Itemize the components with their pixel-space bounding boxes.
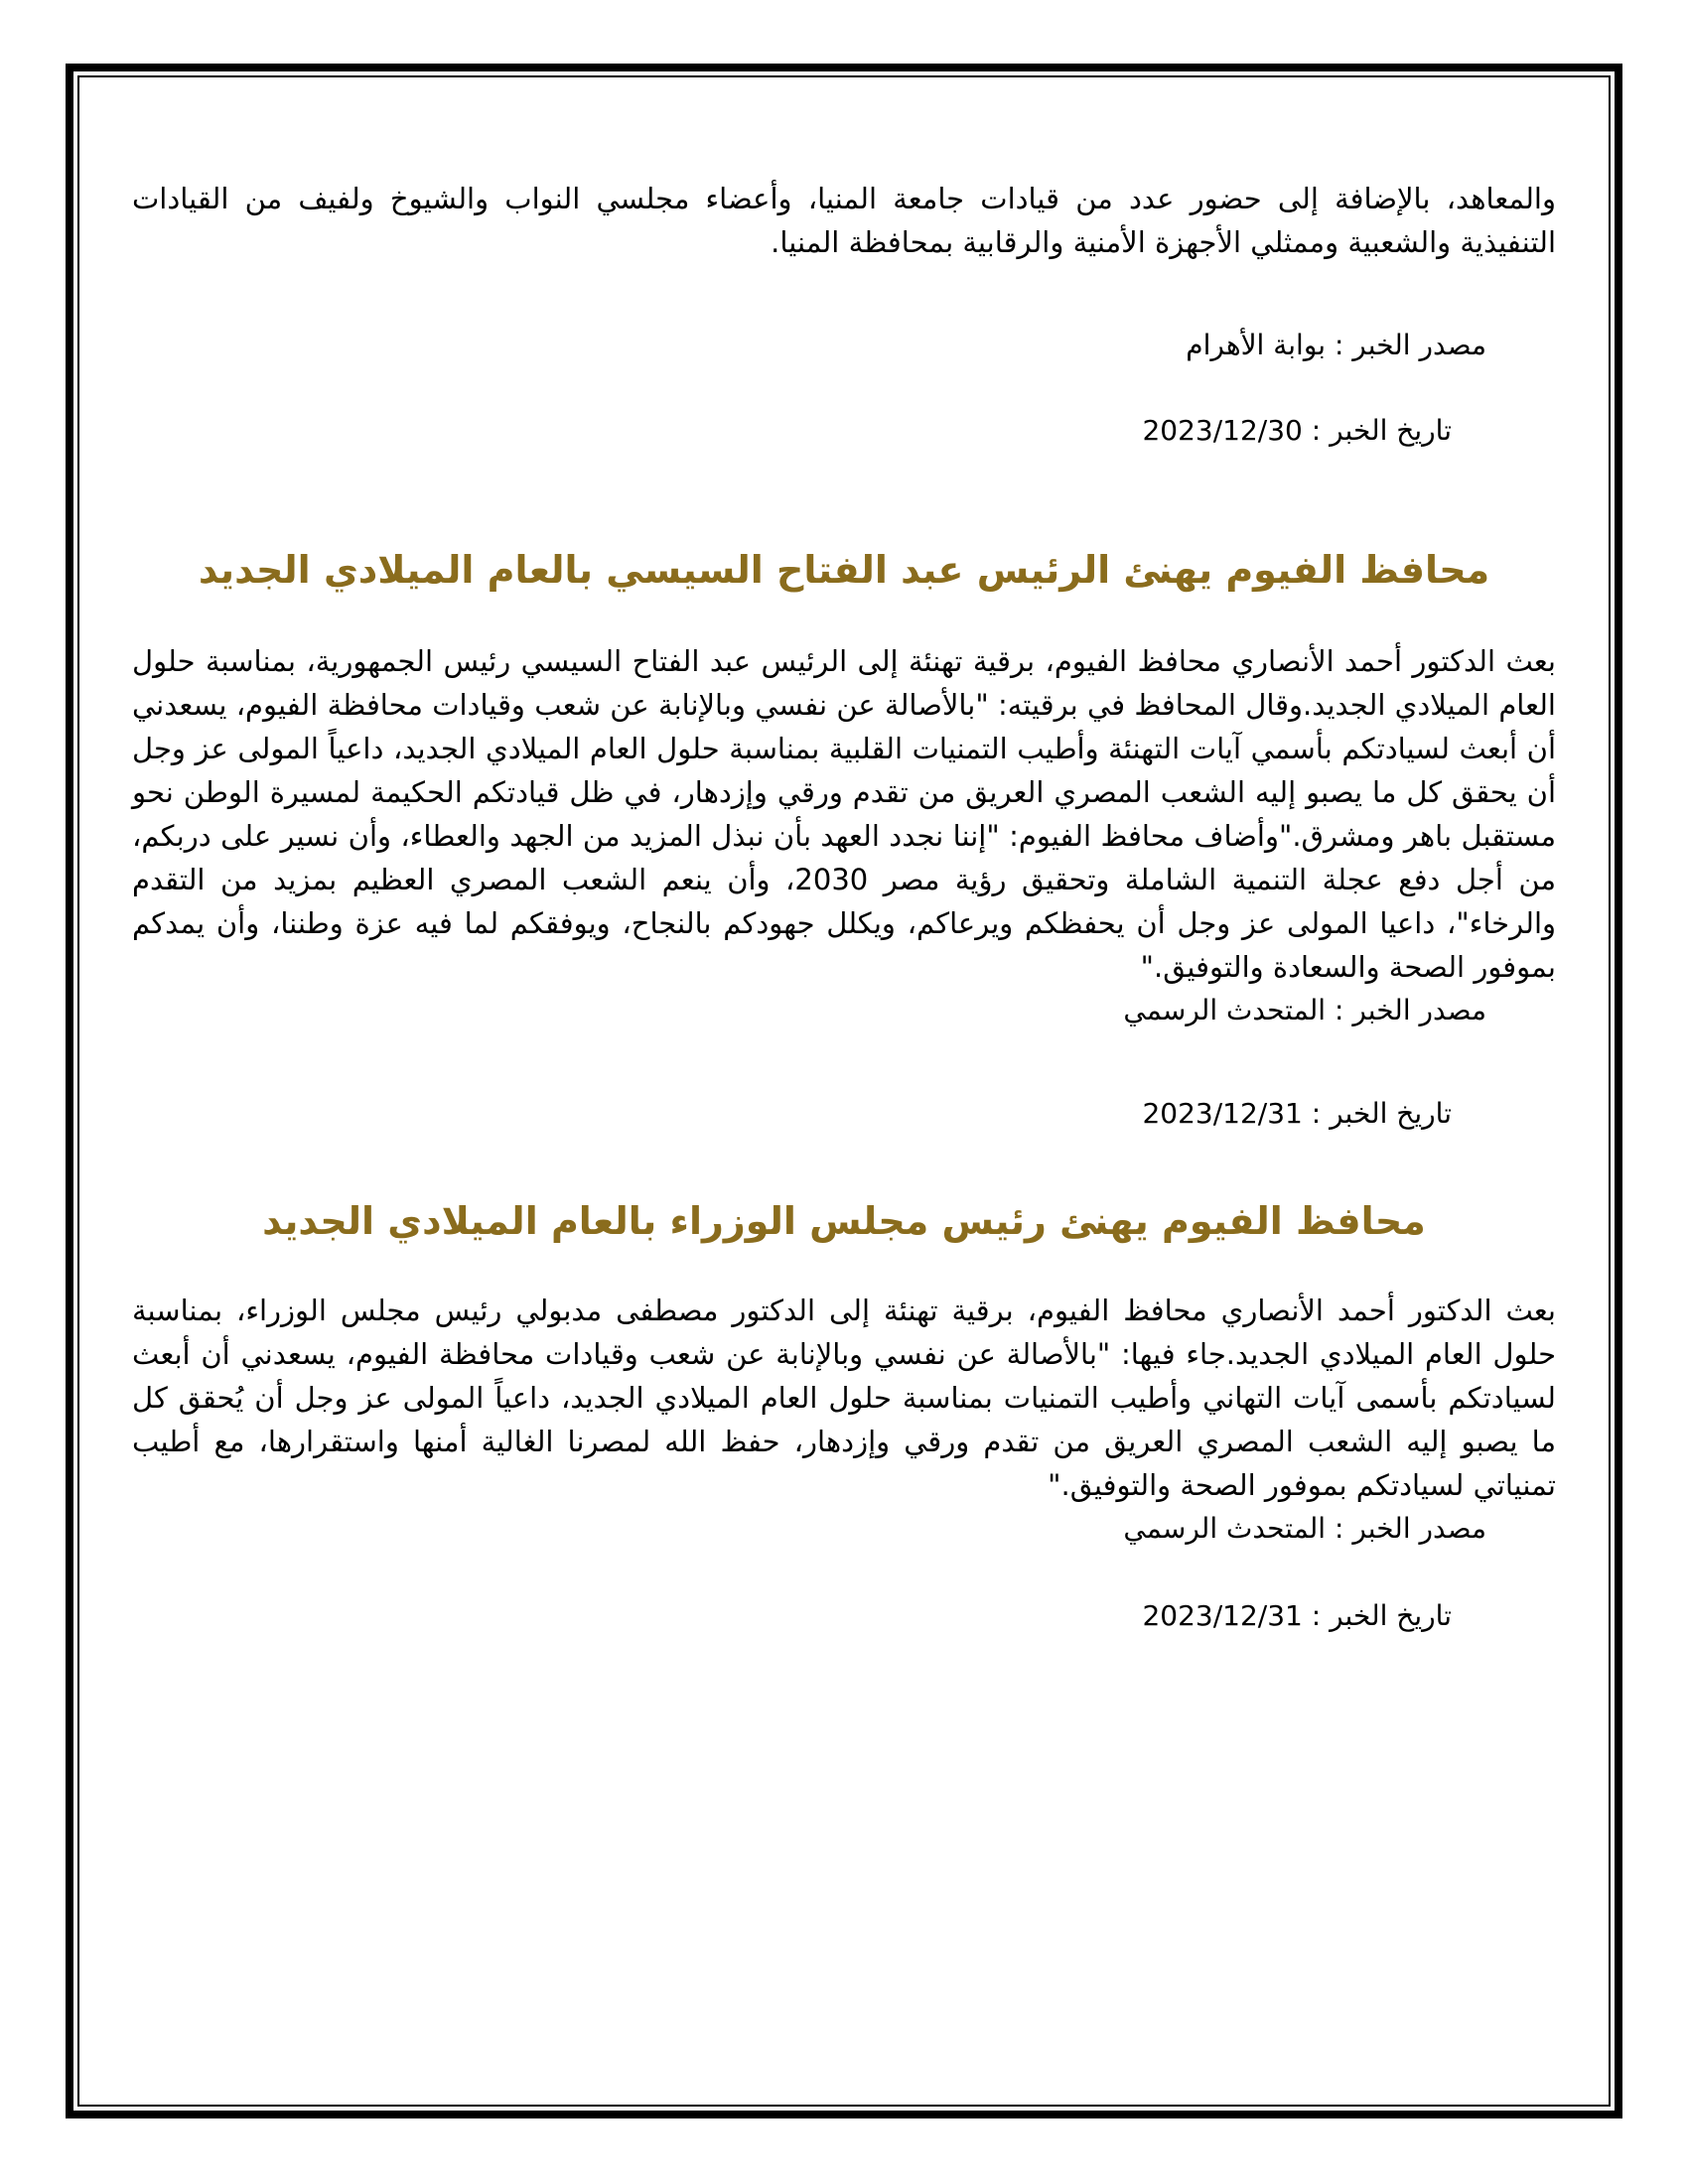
article-source-line-2: مصدر الخبر : المتحدث الرسمي xyxy=(1123,1512,1486,1545)
intro-paragraph: والمعاهد، بالإضافة إلى حضور عدد من قيادات جامعة المنيا، وأعضاء مجلسي النواب والشيوخ ولفيف من القيادات التنفيذية والشعبية وممثلي الأجهزة الأمنية والرقابية بمحافظة المنيا. xyxy=(132,182,1556,259)
article-date-line-2: تاريخ الخبر : 2023/12/31 xyxy=(1142,1599,1452,1632)
article-body-2: بعث الدكتور أحمد الأنصاري محافظ الفيوم، برقية تهنئة إلى الدكتور مصطفى مدبولي رئيس مجلس الوزراء، بمناسبة حلول العام الميلادي الجديد.جاء فيها: "بالأصالة عن نفسي وبالإنابة عن شعب وقيادات محافظة الفيوم، يسعدني أن أبعث لسيادتكم بأسمى آيات التهاني وأطيب التمنيات بمناسبة حلول العام الميلادي الجديد، داعياً المولى عز وجل أن يُحقق كل ما يصبو إليه الشعب المصري العريق من تقدم ورقي وإزدهار، حفظ الله لمصرنا الغالية أمنها واستقرارها، مع أطيب تمنياتي لسيادتكم بموفور الصحة والتوفيق." xyxy=(132,1294,1556,1502)
article-body-1: بعث الدكتور أحمد الأنصاري محافظ الفيوم، برقية تهنئة إلى الرئيس عبد الفتاح السيسي رئيس الجمهورية، بمناسبة حلول العام الميلادي الجديد.وقال المحافظ في برقيته: "بالأصالة عن نفسي وبالإنابة عن شعب وقيادات محافظة الفيوم، يسعدني أن أبعث لسيادتكم بأسمي آيات التهنئة وأطيب التمنيات القلبية بمناسبة حلول العام الميلادي الجديد، داعياً المولى عز وجل أن يحقق كل ما يصبو إليه الشعب المصري العريق من تقدم ورقي وإزدهار، في ظل قيادتكم الحكيمة لمسيرة الوطن نحو مستقبل باهر ومشرق."وأضاف محافظ الفيوم: "إننا نجدد العهد بأن نبذل المزيد من الجهد والعطاء، وأن نسير على دربكم، من أجل دفع عجلة التنمية الشاملة وتحقيق رؤية مصر 2030، وأن ينعم الشعب المصري العظيم بمزيد من التقدم والرخاء"، داعيا المولى عز وجل أن يحفظكم ويرعاكم، ويكلل جهودكم بالنجاح، ويوفقكم لما فيه عزة وطننا، وأن يمدكم بموفور الصحة والسعادة والتوفيق." xyxy=(132,644,1556,984)
lead-date-line: تاريخ الخبر : 2023/12/30 xyxy=(1142,414,1452,447)
article-date-line-1: تاريخ الخبر : 2023/12/31 xyxy=(1142,1097,1452,1130)
page-content xyxy=(132,177,1556,1638)
article-source-line-1: مصدر الخبر : المتحدث الرسمي xyxy=(1123,994,1486,1026)
lead-source-line: مصدر الخبر : بوابة الأهرام xyxy=(1186,329,1486,361)
article-title-1: محافظ الفيوم يهنئ الرئيس عبد الفتاح السيسي بالعام الميلادي الجديد xyxy=(198,548,1490,592)
article-title-2: محافظ الفيوم يهنئ رئيس مجلس الوزراء بالعام الميلادي الجديد xyxy=(262,1199,1426,1243)
